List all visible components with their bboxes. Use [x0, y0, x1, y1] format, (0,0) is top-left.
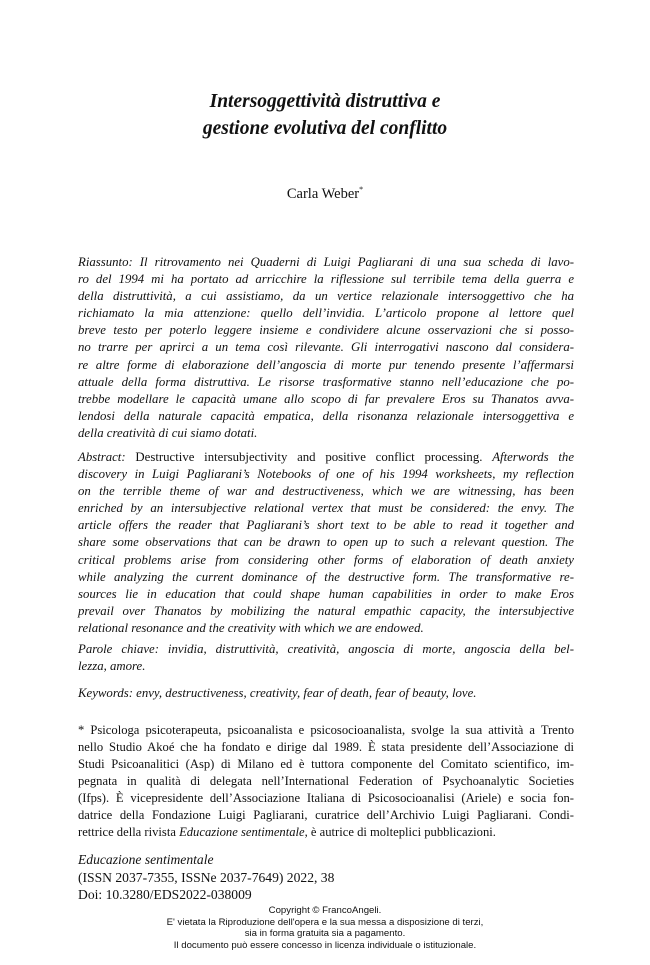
copyright-line: E' vietata la Riproduzione dell'opera e la sua messa a disposizione di terzi, — [166, 916, 484, 928]
title-line: gestione evolutiva del conflitto — [202, 118, 448, 139]
journal-issn: (ISSN 2037-7355, ISSNe 2037-7649) 2022, 38 — [78, 869, 335, 885]
author-footnote — [78, 722, 574, 841]
paragraph-line: enriched by an intersubjective relational vertex that must be considered: the envy. The — [78, 501, 574, 516]
paragraph-line: re altre forme di elaborazione dell’angoscia di morte pur tenendo presente l’affermarsi — [78, 357, 574, 372]
footnote-marker: * — [359, 185, 364, 194]
keywords-line: Keywords: envy, destructiveness, creativity, fear of death, fear of beauty, love. — [78, 686, 477, 700]
paragraph-line: critical problems arise from considering other forms of elaboration of death anxiety — [78, 552, 574, 567]
paragraph-line: lezza, amore. — [78, 659, 146, 674]
footnote-line: * Psicologa psicoterapeuta, psicoanalista e psicosocioanalista, svolge la sua attività a Trento — [78, 723, 574, 737]
footnote-line: (Ifps). È vicepresidente dell’Associazione Italiana di Psicosocioanalisi (Ariele) e socia fon- — [78, 791, 574, 805]
paragraph-line: relational resonance and the creativity with which we are endowed. — [78, 620, 424, 635]
paragraph-line: attuale della forma distruttiva. Le risorse trasformative stanno nell’educazione che po- — [78, 374, 574, 389]
paragraph-line: while analyzing the current dominance of the destructive form. The transformative re- — [78, 569, 574, 584]
paragraph-line: sources lie in education that could shape human capabilities in order to make Eros — [78, 586, 574, 601]
article-title — [0, 88, 650, 142]
journal-line — [78, 851, 574, 886]
copyright-line: Copyright © FrancoAngeli. — [268, 905, 382, 916]
footnote-line: Studi Psicoanalitici (Asp) di Milano ed è tuttora componente del Comitato scientifico, im- — [78, 757, 574, 771]
footnote-line: nello Studio Akoé che ha fondato e dirige dal 1989. È stata presidente dell’Associazione di — [78, 740, 574, 754]
abstract-first-line — [78, 449, 574, 466]
paragraph-line: lendosi della naturale capacità empatica, della risonanza relazionale intersoggettiva e — [78, 408, 574, 423]
abstract-paragraph — [78, 449, 574, 637]
paragraph-line: della creatività di cui siamo dotati. — [78, 425, 258, 440]
journal-citation — [78, 851, 574, 904]
paragraph-line: breve testo per poterlo leggere insieme e condividere alcune osservazioni che si posso- — [78, 323, 574, 338]
footnote-line: datrice della Fondazione Luigi Pagliarani, curatrice dell’Archivio Luigi Pagliarani. Condi- — [78, 808, 574, 822]
abstract-english-title: Destructive intersubjectivity and positive conflict processing. — [135, 450, 483, 464]
riassunto-paragraph — [78, 254, 574, 442]
paragraph-line: prevail over Thanatos by mobilizing the natural empathic capacity, the intersubjective — [78, 603, 574, 618]
journal-name: Educazione sentimentale — [78, 852, 214, 867]
paragraph-line: trebbe modellare le capacità umane allo scopo di far prevalere Eros su Thanatos avva- — [78, 391, 574, 406]
keywords — [78, 685, 574, 702]
paragraph-line: Riassunto: Il ritrovamento nei Quaderni di Luigi Pagliarani di una sua scheda di lavo- — [78, 255, 574, 269]
author-byline — [0, 181, 650, 203]
paragraph-line: Parole chiave: invidia, distruttività, creatività, angoscia di morte, angoscia della bel- — [78, 642, 574, 656]
copyright-notice — [0, 905, 650, 951]
footnote-line — [78, 824, 574, 841]
footnote-text: , è autrice di molteplici pubblicazioni. — [304, 825, 496, 839]
footnote-text: rettrice della rivista — [78, 825, 180, 839]
abstract-text-start: Afterwords the — [492, 450, 575, 464]
abstract-label: Abstract: — [78, 450, 126, 464]
paragraph-line: share some observations that can be drawn to open up to such a relevant question. The — [78, 535, 574, 550]
footnote-line: pegnata in qualità di delegata nell’International Federation of Psychoanalytic Societies — [78, 774, 574, 788]
paragraph-line: on the terrible theme of war and destructiveness, which we are witnessing, has been — [78, 484, 574, 499]
paragraph-line: della distruttività, a cui assistiamo, da un vertice relazionale intersoggettivo che ha — [78, 289, 574, 304]
doi: Doi: 10.3280/EDS2022-038009 — [78, 887, 252, 902]
paragraph-line: discovery in Luigi Pagliarani’s Notebooks of one of his 1994 worksheets, my reflection — [78, 467, 574, 482]
paragraph-line: article offers the reader that Pagliarani’s short text to be able to read it together and — [78, 518, 574, 533]
parole-chiave — [78, 641, 574, 675]
author-name: Carla Weber — [286, 186, 360, 202]
copyright-line: Il documento può essere concesso in licenza individuale o istituzionale. — [173, 939, 477, 951]
paragraph-line: ro del 1994 mi ha portato ad arricchire la riflessione sul terribile tema della guerra e — [78, 272, 574, 287]
title-line: Intersoggettività distruttiva e — [209, 91, 441, 112]
copyright-line: sia in forma gratuita sia a pagamento. — [244, 928, 406, 939]
paragraph-line: richiamato la mia attenzione: quello dell’invidia. L’articolo propone al lettore quel — [78, 306, 574, 321]
paragraph-line: no trarre per aprirci a un tema così rilevante. Gli interrogativi nascono dal considera- — [78, 340, 574, 355]
journal-name-ref: Educazione sentimentale — [179, 825, 305, 839]
